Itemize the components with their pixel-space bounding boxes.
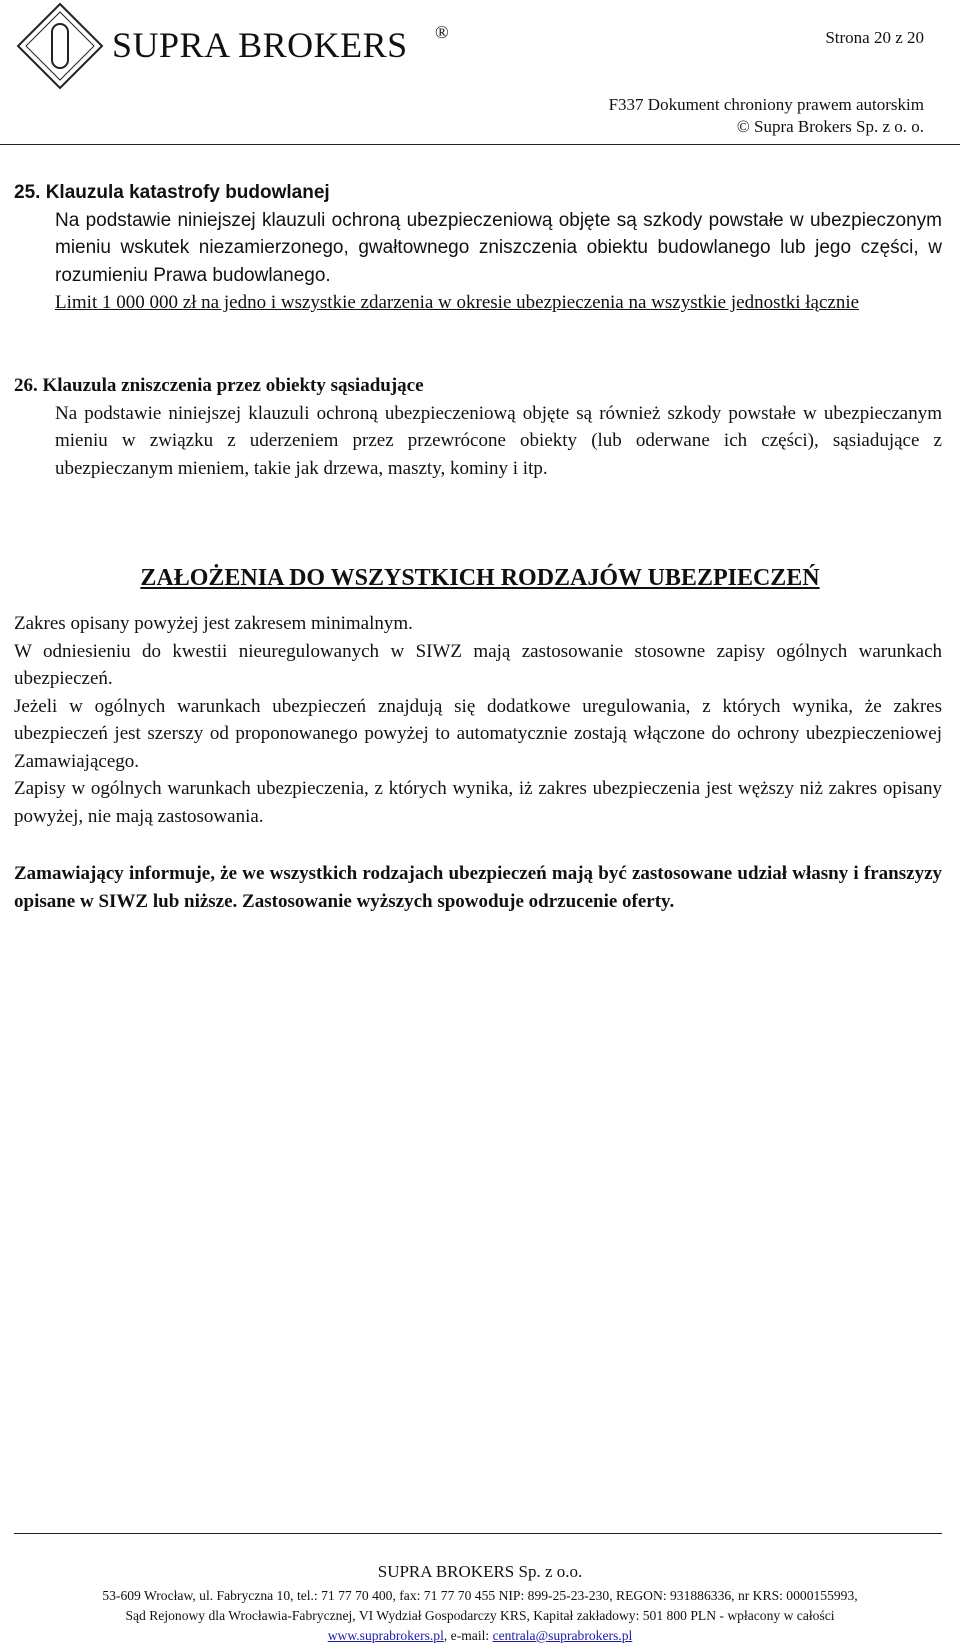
email-label: , e-mail:	[443, 1628, 493, 1643]
assumptions-text	[14, 610, 942, 830]
clause-26	[14, 372, 942, 482]
assumptions-paragraph-1: Zakres opisany powyżej jest zakresem minimalnym.	[14, 613, 413, 634]
clause-25	[14, 179, 942, 317]
assumptions-paragraph-2: W odniesieniu do kwestii nieuregulowanych w SIWZ mają zastosowanie stosowne zapisy ogólnych warunkach ubezpieczeń.	[14, 640, 942, 689]
email-link[interactable]: centrala@suprabrokers.pl	[492, 1628, 633, 1643]
clause-25-title: 25. Klauzula katastrofy budowlanej	[14, 182, 330, 203]
logo-text: SUPRA BROKERS	[112, 25, 408, 65]
footer-divider	[14, 1533, 942, 1534]
copyright-line-1: F337 Dokument chroniony prawem autorskim	[608, 95, 924, 114]
copyright-line-2: © Supra Brokers Sp. z o. o.	[736, 117, 924, 136]
assumptions-paragraph-3: Jeżeli w ogólnych warunkach ubezpieczeń znajdują się dodatkowe uregulowania, z których wynika, że zakres ubezpieczeń jest szerszy od proponowanego powyżej to automatycznie zostają włączone do ochrony ubezpieczeniowej Zamawiającego.	[14, 695, 942, 772]
assumptions-heading: ZAŁOŻENIA DO WSZYSTKICH RODZAJÓW UBEZPIECZEŃ	[140, 565, 820, 591]
registered-mark: ®	[435, 22, 449, 42]
clause-26-body: Na podstawie niniejszej klauzuli ochroną ubezpieczeniową objęte są również szkody powstałe w ubezpieczanym mieniu w związku z uderzeniem przez przewrócone obiekty (lub oderwane ich części), sąsiadujące z ubezpieczanym mieniem, takie jak drzewa, maszty, kominy i itp.	[55, 402, 942, 479]
supra-brokers-logo-icon	[16, 2, 104, 90]
footer-company-name: SUPRA BROKERS Sp. z o.o.	[377, 1562, 583, 1581]
footer-address-line: 53-609 Wrocław, ul. Fabryczna 10, tel.: 71 77 70 400, fax: 71 77 70 455 NIP: 899-25-23-230, REGON: 931886336, nr KRS: 0000155993,	[102, 1588, 858, 1603]
ordering-party-notice: Zamawiający informuje, że we wszystkich rodzajach ubezpieczeń mają być zastosowane udział własny i franszyzy opisane w SIWZ lub niższe. Zastosowanie wyższych spowoduje odrzucenie oferty.	[14, 863, 942, 912]
header-divider	[0, 144, 960, 145]
clause-25-body: Na podstawie niniejszej klauzuli ochroną ubezpieczeniową objęte są szkody powstałe w ubezpieczonym mieniu wskutek niezamierzonego, gwałtownego zniszczenia obiektu budowlanego lub jego części, w rozumieniu Prawa budowlanego.	[55, 209, 942, 286]
clause-25-limit: Limit 1 000 000 zł na jedno i wszystkie zdarzenia w okresie ubezpieczenia na wszystkie jednostki łącznie	[55, 292, 860, 313]
footer-registry-line: Sąd Rejonowy dla Wrocławia-Fabrycznej, VI Wydział Gospodarczy KRS, Kapitał zakładowy: 501 800 PLN - wpłacony w całości	[125, 1608, 835, 1623]
assumptions-paragraph-4: Zapisy w ogólnych warunkach ubezpieczenia, z których wynika, iż zakres ubezpieczenia jest węższy niż zakres opisany powyżej, nie mają zastosowania.	[14, 778, 942, 827]
page-number: Strona 20 z 20	[825, 28, 924, 47]
website-link[interactable]: www.suprabrokers.pl	[327, 1628, 444, 1643]
clause-26-title: 26. Klauzula zniszczenia przez obiekty sąsiadujące	[14, 375, 424, 396]
footer-contact-line	[0, 1628, 960, 1644]
copyright-notice	[609, 94, 924, 138]
